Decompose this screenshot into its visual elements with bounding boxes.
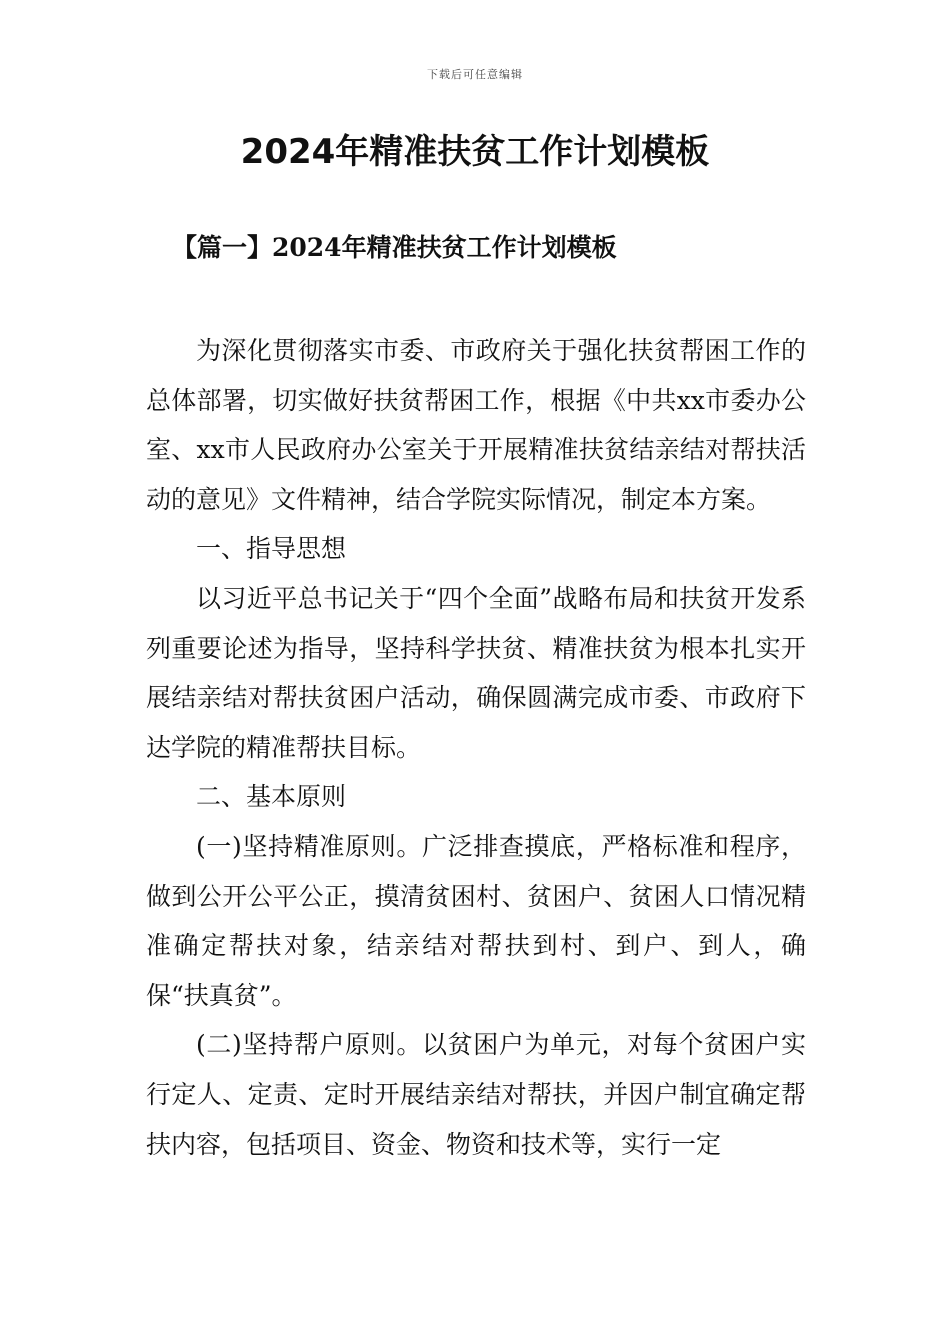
paragraph-principle-household: (二)坚持帮户原则。以贫困户为单元，对每个贫困户实行定人、定责、定时开展结亲结对帮扶，并因户制宜确定帮扶内容，包括项目、资金、物资和技术等，实行一定 xyxy=(146,1030,806,1159)
document-body xyxy=(146,326,806,1169)
heading-guiding-ideology: 一、指导思想 xyxy=(196,534,347,564)
paragraph-intro: 为深化贯彻落实市委、市政府关于强化扶贫帮困工作的总体部署，切实做好扶贫帮困工作，根据《中共xx市委办公室、xx市人民政府办公室关于开展精准扶贫结亲结对帮扶活动的意见》文件精神，结合学院实际情况，制定本方案。 xyxy=(146,336,806,514)
paragraph-principle-precision: (一)坚持精准原则。广泛排查摸底，严格标准和程序，做到公开公平公正，摸清贫困村、贫困户、贫困人口情况精准确定帮扶对象，结亲结对帮扶到村、到户、到人，确保“扶真贫”。 xyxy=(146,831,806,1010)
section-heading: 【篇一】2024年精准扶贫工作计划模板 xyxy=(172,233,617,262)
header-note: 下载后可任意编辑 xyxy=(427,68,523,81)
document-title: 2024年精准扶贫工作计划模板 xyxy=(240,132,710,172)
paragraph-guiding-ideology: 以习近平总书记关于“四个全面”战略布局和扶贫开发系列重要论述为指导，坚持科学扶贫、精准扶贫为根本扎实开展结亲结对帮扶贫困户活动，确保圆满完成市委、市政府下达学院的精准帮扶目标。 xyxy=(146,583,806,762)
heading-basic-principles: 二、基本原则 xyxy=(196,782,347,812)
